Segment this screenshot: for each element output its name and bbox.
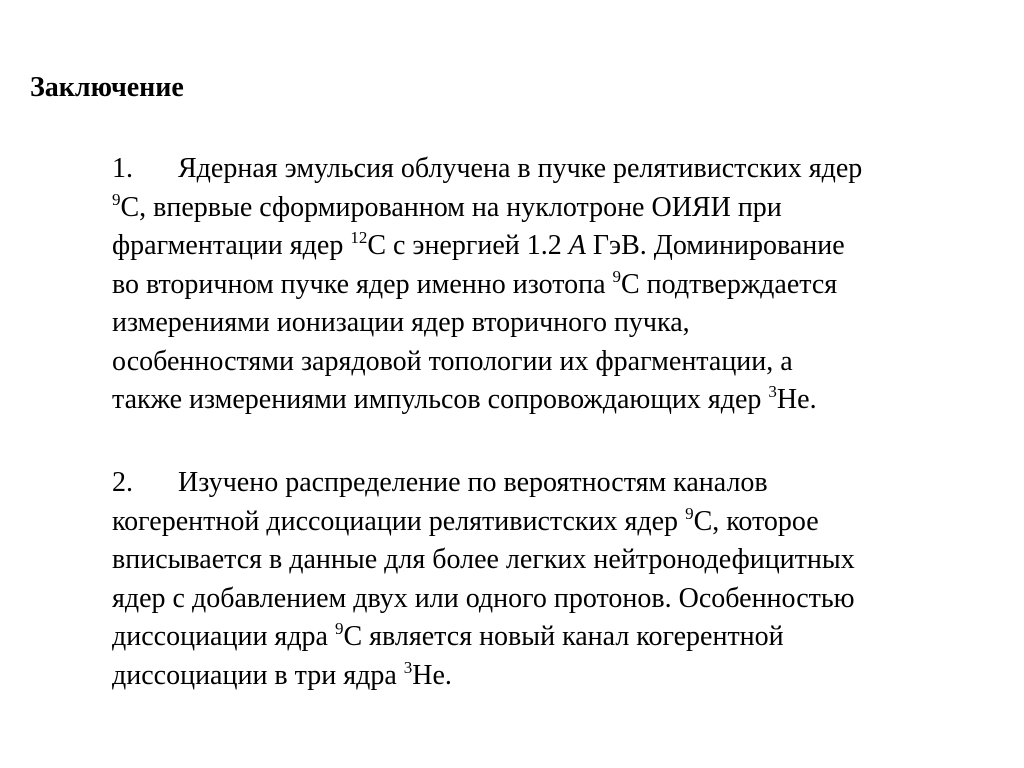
item-2-number: 2. [112,467,133,498]
item-1-line-4: во вторичном пучке ядер именно изотопа $^9$C подтверждается [112,266,838,300]
isotope-mass-number: 3 [768,382,777,401]
isotope-mass-number: 9 [335,619,344,638]
isotope-mass-number: 9 [612,266,621,286]
conclusion-item-1 [112,150,992,420]
slide-title: Заключение [30,72,184,103]
mass-number-symbol: A [568,230,586,261]
item-2-line-1: 2. Изучено распределение по вероятностям каналов [112,464,992,503]
item-1-number: 1. [112,153,133,184]
item-1-line-6: особенностями зарядовой топологии их фрагментации, а [112,345,793,377]
isotope-mass-number: 3 [403,657,413,677]
item-1-line-2: $^9$C, впервые сформированном на нуклотроне ОИЯИ при [112,189,782,223]
item-2-line-5: диссоциации ядра $^9$C является новый канал когерентной [112,619,784,652]
item-1-line-1: 1. Ядерная эмульсия облучена в пучке релятивистских ядер [112,150,992,189]
item-1-line-5: измерениями ионизации ядер вторичного пучка, [112,307,690,338]
item-2-line-2: когерентной диссоциации релятивистских ядер $^9$C, которое [112,503,819,537]
isotope-mass-number: 12 [350,228,368,247]
item-1-line-3: фрагментации ядер $^{12}$C с энергией 1.2 A ГэВ. Доминирование [112,228,845,261]
item-2-line-4: ядер с добавлением двух или одного протонов. Особенностью [112,582,855,614]
item-2-line-3: вписывается в данные для более легких нейтронодефицитных [112,544,855,575]
isotope-mass-number: 9 [112,189,121,209]
item-1-line-7: также измерениями импульсов сопровождающих ядер $^3$He. [112,382,817,415]
item-2-line-6: диссоциации в три ядра $^3$He. [112,657,452,691]
isotope-mass-number: 9 [685,503,694,523]
conclusion-item-2 [112,464,992,695]
